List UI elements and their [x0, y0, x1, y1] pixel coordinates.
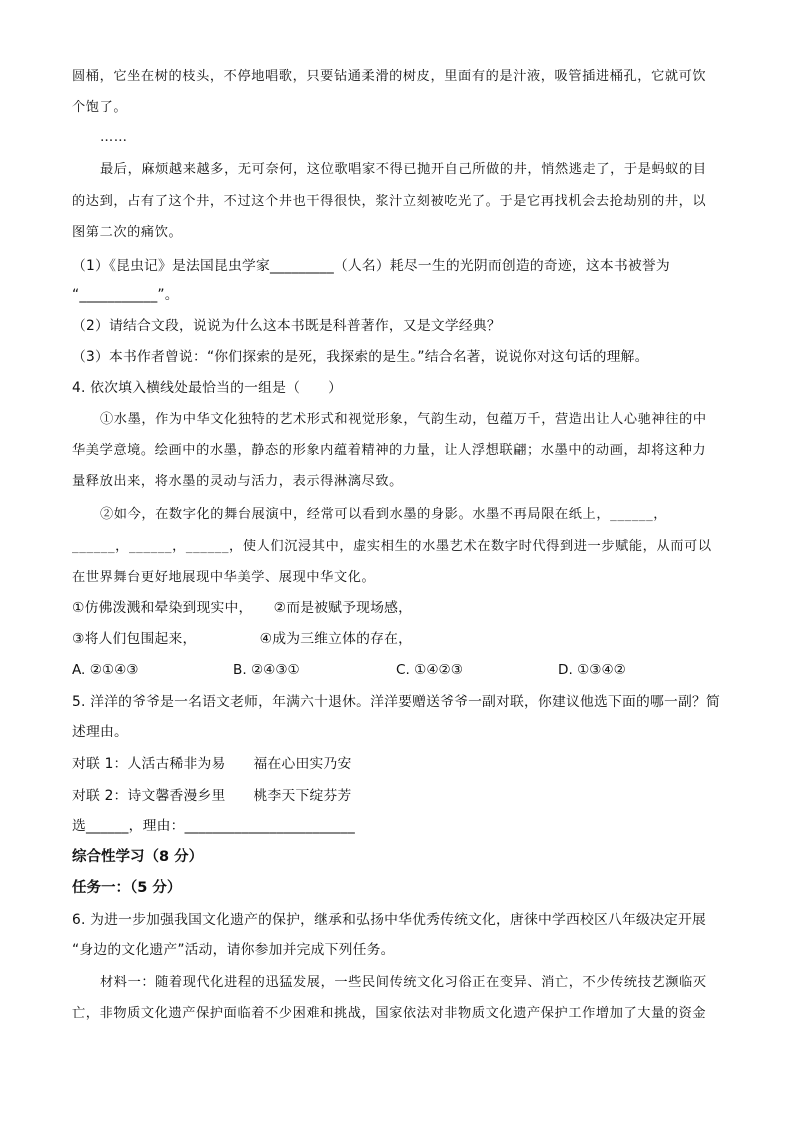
- task-heading: 任务一：（5 分）: [72, 880, 182, 896]
- question-5-stem-cont: 述理由。: [72, 724, 128, 740]
- material-1-text: 亡，非物质文化遗产保护面临着不少困难和挑战，国家依法对非物质文化遗产保护工作增加了大量的资金: [72, 1006, 707, 1021]
- couplet-1: 对联 1：人活古稀非为易 福在心田实乃安: [72, 756, 352, 772]
- section-heading: 综合性学习（8 分）: [72, 849, 204, 865]
- couplet-2: 对联 2：诗文馨香漫乡里 桃李天下绽芬芳: [72, 788, 352, 804]
- choice-b[interactable]: B. ②④③①: [233, 662, 300, 678]
- text-line: 圆桶，它坐在树的枝头，不停地唱歌，只要钻通柔滑的树皮，里面有的是汁液，吸管插进桶孔，它就可饮: [72, 69, 707, 84]
- text-line: 最后，麻烦越来越多，无可奈何，这位歌唱家不得已抛开自己所做的井，悄然逃走了，于是蚂蚁的目: [100, 162, 707, 177]
- sentence-options-row-2: ③将人们包围起来， ④成为三维立体的存在，: [72, 631, 413, 647]
- choice-c[interactable]: C. ①④②③: [396, 662, 463, 678]
- text-line: 的达到，占有了这个井，不过这个井也干得很快，浆汁立刻被吃光了。于是它再找机会去抢劫别的井，以: [72, 194, 707, 209]
- text-line: ______，______，______，使人们沉浸其中，虚实相生的水墨艺术在数字时代得到进一步赋能，从而可以: [72, 539, 712, 554]
- question-3-1: （1）《昆虫记》是法国昆虫学家_________（人名）耗尽一生的光阴而创造的奇迹，这本书被誉为: [72, 258, 670, 274]
- question-5-stem: 5. 洋洋的爷爷是一名语文老师，年满六十退休。洋洋要赠送爷爷一副对联，你建议他选下面的哪一副？简: [72, 694, 721, 710]
- choice-d[interactable]: D. ①③④②: [558, 662, 626, 678]
- question-4-stem: 4. 依次填入横线处最恰当的一组是（ ）: [72, 380, 343, 396]
- question-3-3: （3）本书作者曾说：“你们探索的是死，我探索的是生。”结合名著，说说你对这句话的理解。: [72, 349, 649, 365]
- text-line: 个饱了。: [72, 100, 128, 115]
- question-3-1-cont: “___________”。: [72, 287, 179, 303]
- ellipsis-line: ……: [100, 130, 128, 145]
- text-line: ①水墨，作为中华文化独特的艺术形式和视觉形象，气韵生动，包蕴万千，营造出让人心驰神往的中: [100, 412, 707, 427]
- text-line: 华美学意境。绘画中的水墨，静态的形象内蕴着精神的力量，让人浮想联翩；水墨中的动画，却将这种力: [72, 443, 707, 458]
- text-line: ②如今，在数字化的舞台展演中，经常可以看到水墨的身影。水墨不再局限在纸上，______，: [100, 507, 668, 522]
- sentence-options-row-1: ①仿佛泼溅和晕染到现实中， ②而是被赋予现场感，: [72, 600, 413, 616]
- text-line: 在世界舞台更好地展现中华美学、展现中华文化。: [72, 570, 376, 585]
- text-line: 量释放出来，将水墨的灵动与活力，表示得淋漓尽致。: [72, 474, 403, 489]
- choice-a[interactable]: A. ②①④③: [72, 662, 139, 678]
- text-line: 图第二次的痛饮。: [72, 225, 183, 240]
- material-1-text: 材料一：随着现代化进程的迅猛发展，一些民间传统文化习俗正在变异、消亡，不少传统技艺濒临灭: [100, 975, 707, 990]
- question-6-stem-cont: “身边的文化遗产”活动，请你参加并完成下列任务。: [72, 942, 395, 958]
- answer-blank-line[interactable]: 选______，理由：________________________: [72, 818, 355, 834]
- question-6-stem: 6. 为进一步加强我国文化遗产的保护，继承和弘扬中华优秀传统文化，唐徕中学西校区八年级决定开展: [72, 912, 707, 928]
- question-3-2: （2）请结合文段，说说为什么这本书既是科普著作，又是文学经典？: [72, 318, 501, 334]
